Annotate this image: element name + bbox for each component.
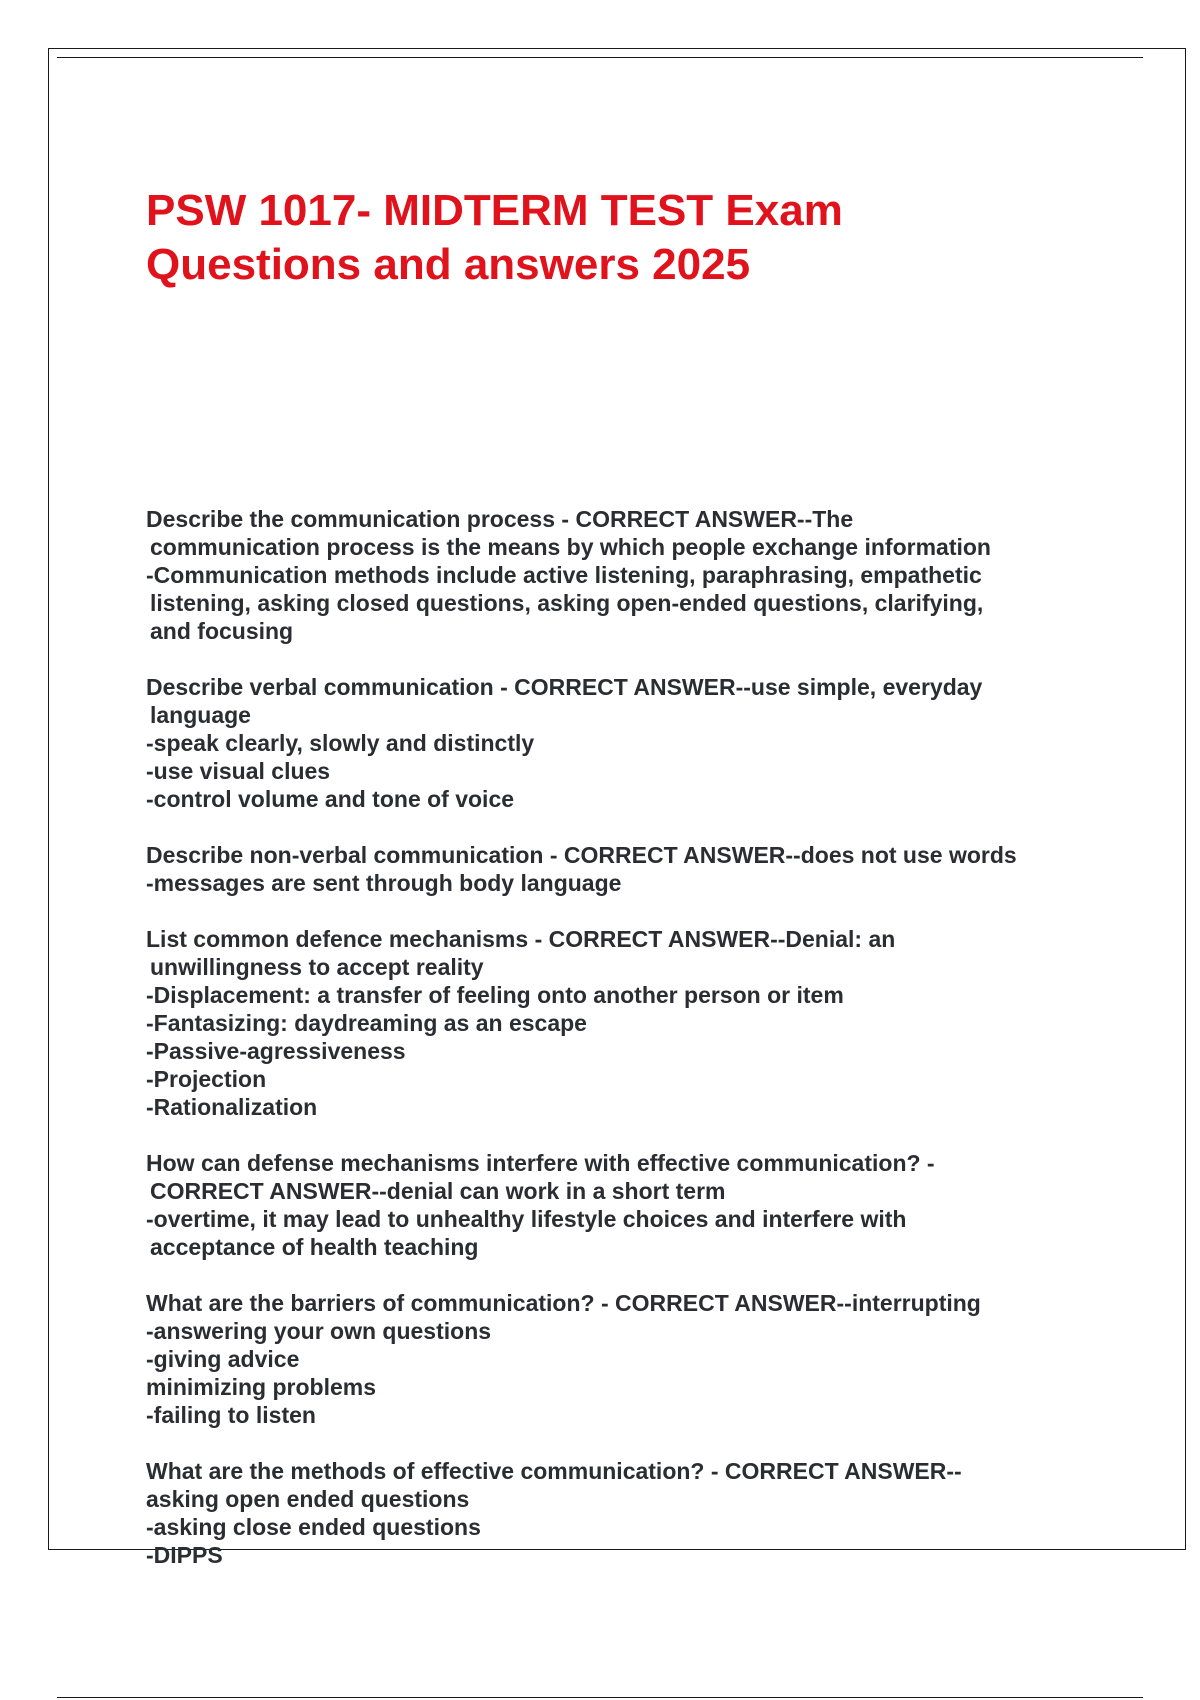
qa-answer-line: language <box>150 702 251 728</box>
qa-answer-line: -giving advice <box>146 1346 300 1372</box>
qa-answer-line: -control volume and tone of voice <box>146 786 515 812</box>
qa-question-line: How can defense mechanisms interfere with effective communication? - <box>146 1150 935 1176</box>
qa-list <box>146 505 1086 1597</box>
qa-answer-line: -DIPPS <box>146 1542 223 1568</box>
qa-item-barriers-of-communication <box>146 1289 1086 1429</box>
qa-answer-line: minimizing problems <box>146 1374 377 1400</box>
document-title <box>146 184 1046 292</box>
document-title-line: PSW 1017- MIDTERM TEST Exam <box>146 186 843 235</box>
qa-item-effective-communication-methods <box>146 1457 1086 1569</box>
qa-answer-line: -Projection <box>146 1066 267 1092</box>
qa-answer-line: and focusing <box>150 618 294 644</box>
qa-question-line: Describe verbal communication - CORRECT ANSWER--use simple, everyday <box>146 674 983 700</box>
qa-answer-line: asking open ended questions <box>146 1486 470 1512</box>
qa-answer-line: -speak clearly, slowly and distinctly <box>146 730 535 756</box>
qa-answer-line: acceptance of health teaching <box>150 1234 479 1260</box>
qa-answer-line: unwillingness to accept reality <box>150 954 484 980</box>
top-rule-divider <box>57 57 1143 58</box>
qa-answer-line: -answering your own questions <box>146 1318 492 1344</box>
bottom-rule-divider <box>57 1697 1143 1698</box>
qa-question-line: What are the methods of effective communication? - CORRECT ANSWER-- <box>146 1458 962 1484</box>
qa-answer-line: -Communication methods include active listening, paraphrasing, empathetic <box>146 562 982 588</box>
qa-answer-line: -asking close ended questions <box>146 1514 481 1540</box>
qa-answer-line: -failing to listen <box>146 1402 316 1428</box>
qa-item-verbal-communication <box>146 673 1086 813</box>
qa-answer-line: -messages are sent through body language <box>146 870 622 896</box>
qa-answer-line: -Fantasizing: daydreaming as an escape <box>146 1010 587 1036</box>
qa-question-line: List common defence mechanisms - CORRECT ANSWER--Denial: an <box>146 926 896 952</box>
qa-answer-line: -overtime, it may lead to unhealthy lifestyle choices and interfere with <box>146 1206 907 1232</box>
qa-answer-line: listening, asking closed questions, asking open-ended questions, clarifying, <box>150 590 984 616</box>
qa-item-defense-interference <box>146 1149 1086 1261</box>
document-title-line: Questions and answers 2025 <box>146 240 751 289</box>
qa-item-non-verbal-communication <box>146 841 1086 897</box>
qa-answer-line: -Passive-agressiveness <box>146 1038 406 1064</box>
qa-question-line: Describe the communication process - CORRECT ANSWER--The <box>146 506 854 532</box>
qa-question-line: Describe non-verbal communication - CORRECT ANSWER--does not use words <box>146 842 1017 868</box>
qa-answer-line: -Rationalization <box>146 1094 318 1120</box>
qa-item-defence-mechanisms <box>146 925 1086 1121</box>
qa-answer-line: CORRECT ANSWER--denial can work in a short term <box>150 1178 726 1204</box>
qa-question-line: What are the barriers of communication? - CORRECT ANSWER--interrupting <box>146 1290 981 1316</box>
qa-answer-line: -Displacement: a transfer of feeling onto another person or item <box>146 982 844 1008</box>
qa-item-communication-process <box>146 505 1086 645</box>
qa-answer-line: -use visual clues <box>146 758 331 784</box>
qa-answer-line: communication process is the means by which people exchange information <box>150 534 991 560</box>
